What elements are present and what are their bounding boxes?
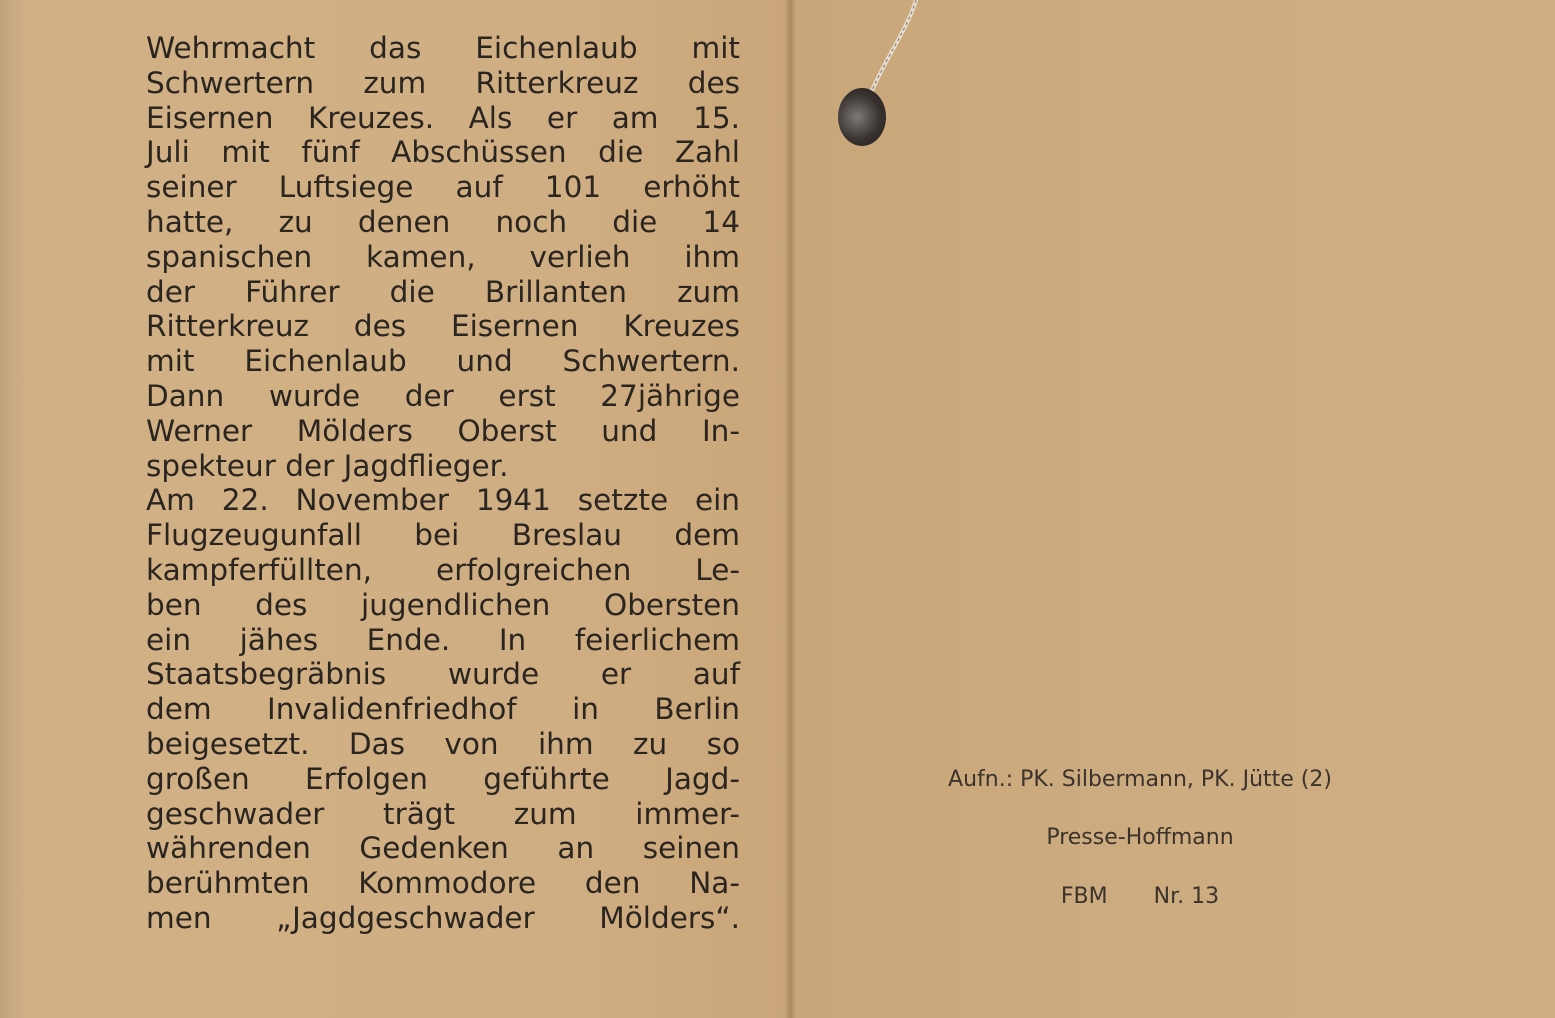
text-line: seiner Luftsiege auf 101 erhöht (146, 170, 740, 205)
center-fold (786, 0, 796, 1018)
text-line: Juli mit fünf Abschüssen die Zahl (146, 135, 740, 170)
text-line: ein jähes Ende. In feierlichem (146, 622, 740, 657)
text-line: Schwertern zum Ritterkreuz des (146, 65, 740, 100)
series-info (860, 884, 1420, 910)
text-line: Dann wurde der erst 27jährige (146, 378, 740, 413)
text-line: mit Eichenlaub und Schwertern. (146, 344, 740, 379)
text-line: spekteur der Jagdflieger. (146, 448, 509, 483)
text-line: hatte, zu denen noch die 14 (146, 204, 740, 239)
text-line: geschwader trägt zum immer- (146, 796, 740, 831)
body-text (146, 31, 740, 936)
text-line: Ritterkreuz des Eisernen Kreuzes (146, 309, 740, 344)
text-line: Werner Mölders Oberst und In- (146, 413, 740, 448)
text-line: Am 22. November 1941 setzte ein (146, 483, 740, 518)
text-line: men „Jagdgeschwader Mölders“. (146, 900, 740, 935)
series-number: Nr. 13 (1153, 884, 1220, 909)
text-line: ben des jugendlichen Obersten (146, 587, 740, 622)
text-line: dem Invalidenfriedhof in Berlin (146, 692, 740, 727)
text-line: großen Erfolgen geführte Jagd- (146, 761, 740, 796)
photo-credit: Aufn.: PK. Silbermann, PK. Jütte (2) (948, 767, 1332, 792)
text-line: beigesetzt. Das von ihm zu so (146, 726, 740, 761)
series-code: FBM (1060, 884, 1108, 909)
right-page (796, 0, 1555, 1018)
text-line: spanischen kamen, verlieh ihm (146, 239, 740, 274)
text-line: kampferfüllten, erfolgreichen Le- (146, 552, 740, 587)
booklet-edge (0, 0, 24, 1018)
punch-hole (838, 88, 886, 146)
text-line: Wehrmacht das Eichenlaub mit (146, 31, 740, 65)
text-line: Staatsbegräbnis wurde er auf (146, 657, 740, 692)
text-line: Flugzeugunfall bei Breslau dem (146, 518, 740, 553)
text-line: währenden Gedenken an seinen (146, 831, 740, 866)
agency-credit: Presse-Hoffmann (1046, 825, 1234, 850)
text-line: Eisernen Kreuzes. Als er am 15. (146, 100, 740, 135)
text-line: berühmten Kommodore den Na- (146, 866, 740, 901)
text-line: der Führer die Brillanten zum (146, 274, 740, 309)
